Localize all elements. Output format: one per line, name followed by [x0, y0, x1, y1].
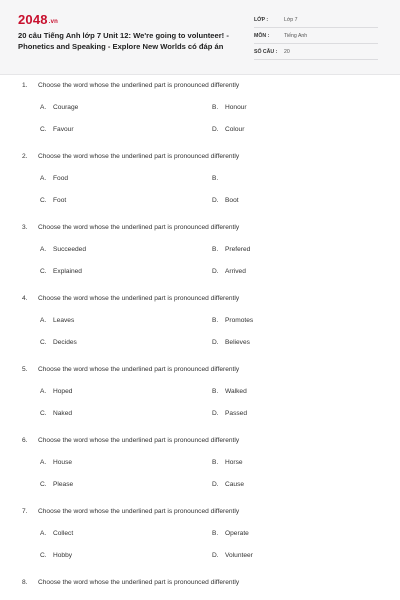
logo-suffix: .vn — [48, 19, 59, 25]
option-text: Hoped — [53, 388, 73, 395]
answer-option[interactable] — [212, 388, 247, 395]
question-item — [0, 149, 400, 220]
option-text: Foot — [53, 197, 67, 204]
answer-option[interactable] — [212, 268, 246, 275]
answer-option[interactable] — [40, 388, 72, 395]
option-text: Horse — [225, 459, 243, 466]
meta-label: SỐ CÂU : — [254, 49, 278, 55]
option-letter: A. — [40, 104, 47, 111]
question-prompt: Choose the word whose the underlined part is pronounced differently — [38, 508, 240, 515]
question-prompt: Choose the word whose the underlined part is pronounced differently — [38, 224, 240, 231]
option-text: Explained — [53, 268, 82, 275]
option-letter: C. — [40, 268, 47, 275]
option-text: Believes — [225, 339, 250, 346]
option-letter: D. — [212, 339, 219, 346]
option-letter: A. — [40, 388, 47, 395]
question-prompt: Choose the word whose the underlined part is pronounced differently — [38, 579, 240, 586]
answer-option[interactable] — [40, 410, 72, 417]
option-letter: C. — [40, 481, 47, 488]
question-prompt: Choose the word whose the underlined part is pronounced differently — [38, 437, 240, 444]
question-number: 5. — [22, 366, 28, 373]
option-text: Cause — [225, 481, 245, 488]
option-letter: C. — [40, 410, 47, 417]
question-text — [22, 366, 239, 373]
question-item — [0, 220, 400, 291]
meta-label: LỚP : — [254, 17, 269, 23]
option-letter: B. — [212, 459, 219, 466]
option-text: Colour — [225, 126, 245, 133]
option-letter: C. — [40, 126, 47, 133]
question-prompt: Choose the word whose the underlined part is pronounced differently — [38, 366, 240, 373]
page-title: 20 câu Tiếng Anh lớp 7 Unit 12: We're going to volunteer! - Phonetics and Speaking - Explore New Worlds có đáp án — [18, 31, 229, 51]
answer-option[interactable] — [40, 552, 72, 559]
question-number: 6. — [22, 437, 28, 444]
answer-option[interactable] — [212, 246, 250, 253]
answer-option[interactable] — [212, 317, 253, 324]
answer-option[interactable] — [212, 552, 253, 559]
answer-option[interactable] — [40, 268, 82, 275]
question-text — [22, 508, 239, 515]
answer-option[interactable] — [212, 459, 243, 466]
question-number: 4. — [22, 295, 28, 302]
option-text: Decides — [53, 339, 77, 346]
option-text: Passed — [225, 410, 247, 417]
option-text: Honour — [225, 104, 247, 111]
question-number: 3. — [22, 224, 28, 231]
question-prompt: Choose the word whose the underlined part is pronounced differently — [38, 295, 240, 302]
option-letter: C. — [40, 552, 47, 559]
answer-option[interactable] — [40, 339, 77, 346]
answer-option[interactable] — [40, 317, 74, 324]
option-text: Boot — [225, 197, 239, 204]
question-number: 8. — [22, 579, 28, 586]
meta-row-class — [254, 14, 378, 28]
question-text — [22, 295, 239, 302]
question-item — [0, 362, 400, 433]
option-text: Food — [53, 175, 69, 182]
meta-row-subject — [254, 30, 378, 44]
answer-option[interactable] — [212, 530, 249, 537]
option-letter: D. — [212, 126, 219, 133]
option-text: Leaves — [53, 317, 75, 324]
answer-option[interactable] — [212, 339, 250, 346]
meta-box — [254, 14, 378, 62]
option-text: House — [53, 459, 73, 466]
option-text: Walked — [225, 388, 247, 395]
option-text: Courage — [53, 104, 79, 111]
meta-value: Lớp 7 — [284, 17, 298, 23]
option-letter: B. — [212, 317, 219, 324]
option-letter: C. — [40, 197, 47, 204]
option-letter: B. — [212, 175, 219, 182]
question-prompt: Choose the word whose the underlined part is pronounced differently — [38, 82, 240, 89]
option-letter: A. — [40, 317, 47, 324]
option-letter: B. — [212, 530, 219, 537]
option-letter: D. — [212, 552, 219, 559]
meta-value: 20 — [284, 49, 290, 55]
option-text: Arrived — [225, 268, 246, 275]
question-item — [0, 433, 400, 504]
question-text — [22, 82, 239, 89]
question-number: 1. — [22, 82, 28, 89]
answer-option[interactable] — [40, 459, 72, 466]
meta-row-count — [254, 46, 378, 60]
option-letter: C. — [40, 339, 47, 346]
option-letter: A. — [40, 459, 47, 466]
option-text: Favour — [53, 126, 74, 133]
question-item — [0, 291, 400, 362]
option-letter: D. — [212, 481, 219, 488]
option-text: Naked — [53, 410, 73, 417]
answer-option[interactable] — [40, 104, 78, 111]
option-text: Succeeded — [53, 246, 86, 253]
answer-option[interactable] — [212, 104, 247, 111]
answer-option[interactable] — [40, 530, 73, 537]
question-text — [22, 224, 239, 231]
option-letter: A. — [40, 530, 47, 537]
option-letter: B. — [212, 246, 219, 253]
answer-option[interactable] — [212, 410, 247, 417]
answer-option[interactable] — [212, 481, 244, 488]
question-item — [0, 575, 400, 600]
answer-option[interactable] — [212, 126, 244, 133]
meta-label: MÔN : — [254, 33, 270, 39]
site-logo[interactable] — [18, 12, 58, 27]
logo-main: 2048 — [18, 12, 48, 27]
option-text: Operate — [225, 530, 249, 537]
option-letter: D. — [212, 197, 219, 204]
answer-option[interactable] — [212, 175, 225, 182]
answer-option[interactable] — [212, 197, 239, 204]
option-text: Volunteer — [225, 552, 253, 559]
question-text — [22, 437, 239, 444]
question-item — [0, 504, 400, 575]
question-number: 2. — [22, 153, 28, 160]
answer-option[interactable] — [40, 481, 73, 488]
question-text — [22, 579, 239, 586]
question-list — [0, 78, 400, 600]
option-text: Please — [53, 481, 74, 488]
option-letter: D. — [212, 268, 219, 275]
option-letter: A. — [40, 175, 47, 182]
question-prompt: Choose the word whose the underlined part is pronounced differently — [38, 153, 240, 160]
answer-option[interactable] — [40, 246, 86, 253]
meta-value: Tiếng Anh — [284, 33, 308, 39]
answer-option[interactable] — [40, 126, 74, 133]
option-letter: D. — [212, 410, 219, 417]
option-letter: B. — [212, 104, 219, 111]
answer-option[interactable] — [40, 175, 68, 182]
option-letter: B. — [212, 388, 219, 395]
worksheet-header — [0, 0, 400, 75]
question-text — [22, 153, 239, 160]
option-text: Promotes — [225, 317, 254, 324]
option-text: Collect — [53, 530, 74, 537]
question-item — [0, 78, 400, 149]
option-letter: A. — [40, 246, 47, 253]
question-number: 7. — [22, 508, 28, 515]
option-text: Hobby — [53, 552, 73, 559]
answer-option[interactable] — [40, 197, 66, 204]
option-text: Prefered — [225, 246, 251, 253]
